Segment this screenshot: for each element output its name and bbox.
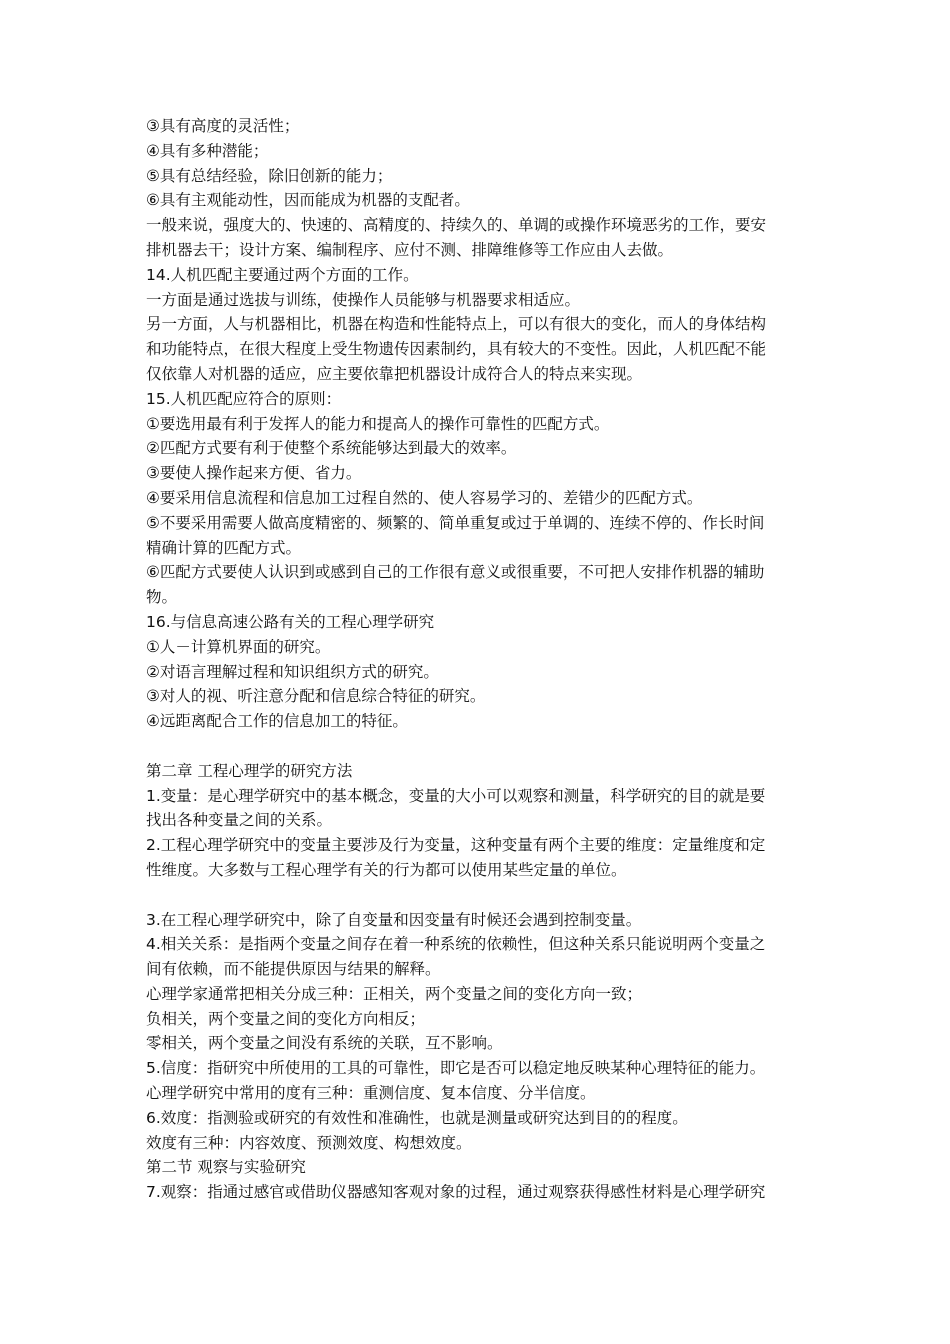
text-line: ⑥具有主观能动性，因而能成为机器的支配者。 <box>146 191 470 210</box>
section-heading-16: 16.与信息高速公路有关的工程心理学研究 <box>146 612 435 631</box>
text-line: ⑤不要采用需要人做高度精密的、频繁的、简单重复或过于单调的、连续不停的、作长时间 <box>146 513 765 532</box>
text-line: ④远距离配合工作的信息加工的特征。 <box>146 712 408 731</box>
text-line: ④要采用信息流程和信息加工过程自然的、使人容易学习的、差错少的匹配方式。 <box>146 488 703 507</box>
text-line: 仅依靠人对机器的适应，应主要依靠把机器设计成符合人的特点来实现。 <box>146 364 643 383</box>
blank-line <box>146 734 814 759</box>
text-line: ②匹配方式要有利于使整个系统能够达到最大的效率。 <box>146 439 517 458</box>
text-line: 性维度。大多数与工程心理学有关的行为都可以使用某些定量的单位。 <box>146 860 627 879</box>
text-line: ④具有多种潜能； <box>146 141 269 160</box>
section-heading-15: 15.人机匹配应符合的原则： <box>146 389 342 408</box>
text-line: ③对人的视、听注意分配和信息综合特征的研究。 <box>146 687 486 706</box>
text-line: 2.工程心理学研究中的变量主要涉及行为变量，这种变量有两个主要的维度：定量维度和定 <box>146 836 766 855</box>
text-line: 精确计算的匹配方式。 <box>146 538 302 557</box>
text-line: ⑤具有总结经验，除旧创新的能力； <box>146 166 393 185</box>
text-line: ③具有高度的灵活性； <box>146 117 300 135</box>
text-line: 5.信度：指研究中所使用的工具的可靠性，即它是否可以稳定地反映某种心理特征的能力。 <box>146 1059 766 1078</box>
text-line: 心理学家通常把相关分成三种：正相关，两个变量之间的变化方向一致； <box>146 984 643 1003</box>
text-line: 1.变量：是心理学研究中的基本概念，变量的大小可以观察和测量，科学研究的目的就是要 <box>146 786 766 805</box>
text-line: 找出各种变量之间的关系。 <box>146 811 333 830</box>
text-line: 4.相关关系：是指两个变量之间存在着一种系统的依赖性，但这种关系只能说明两个变量之 <box>146 935 766 954</box>
document-body <box>146 114 814 1205</box>
text-line: ⑥匹配方式要使人认识到或感到自己的工作很有意义或很重要，不可把人安排作机器的辅助 <box>146 563 765 582</box>
text-line: 一方面是通过选拔与训练，使操作人员能够与机器要求相适应。 <box>146 290 581 309</box>
text-line: 一般来说，强度大的、快速的、高精度的、持续久的、单调的或操作环境恶劣的工作，要安 <box>146 216 767 235</box>
text-line: 7.观察：指通过感官或借助仪器感知客观对象的过程，通过观察获得感性材料是心理学研究 <box>146 1183 766 1202</box>
section-heading: 第二节 观察与实验研究 <box>146 1158 306 1177</box>
text-line: 物。 <box>146 588 178 607</box>
section-heading-14: 14.人机匹配主要通过两个方面的工作。 <box>146 265 419 284</box>
text-line: ②对语言理解过程和知识组织方式的研究。 <box>146 662 439 681</box>
text-line: 6.效度：指测验或研究的有效性和准确性，也就是测量或研究达到目的的程度。 <box>146 1108 688 1127</box>
text-line: 排机器去干；设计方案、编制程序、应付不测、排障维修等工作应由人去做。 <box>146 240 674 259</box>
text-line: 零相关，两个变量之间没有系统的关联，互不影响。 <box>146 1034 503 1053</box>
text-line: 效度有三种：内容效度、预测效度、构想效度。 <box>146 1133 472 1152</box>
text-line: 另一方面，人与机器相比，机器在构造和性能特点上，可以有很大的变化，而人的身体结构 <box>146 315 767 334</box>
chapter-heading: 第二章 工程心理学的研究方法 <box>146 761 353 780</box>
text-line: 间有依赖，而不能提供原因与结果的解释。 <box>146 960 441 979</box>
text-line: 和功能特点，在很大程度上受生物遗传因素制约，具有较大的不变性。因此，人机匹配不能 <box>146 340 767 359</box>
blank-line <box>146 883 814 908</box>
text-line: 心理学研究中常用的度有三种：重测信度、复本信度、分半信度。 <box>146 1084 596 1103</box>
text-line: ③要使人操作起来方便、省力。 <box>146 464 362 483</box>
text-line: 负相关，两个变量之间的变化方向相反； <box>146 1009 426 1028</box>
text-line: ①人－计算机界面的研究。 <box>146 637 331 656</box>
text-line: 3.在工程心理学研究中，除了自变量和因变量有时候还会遇到控制变量。 <box>146 910 642 929</box>
text-line: ①要选用最有利于发挥人的能力和提高人的操作可靠性的匹配方式。 <box>146 414 610 433</box>
